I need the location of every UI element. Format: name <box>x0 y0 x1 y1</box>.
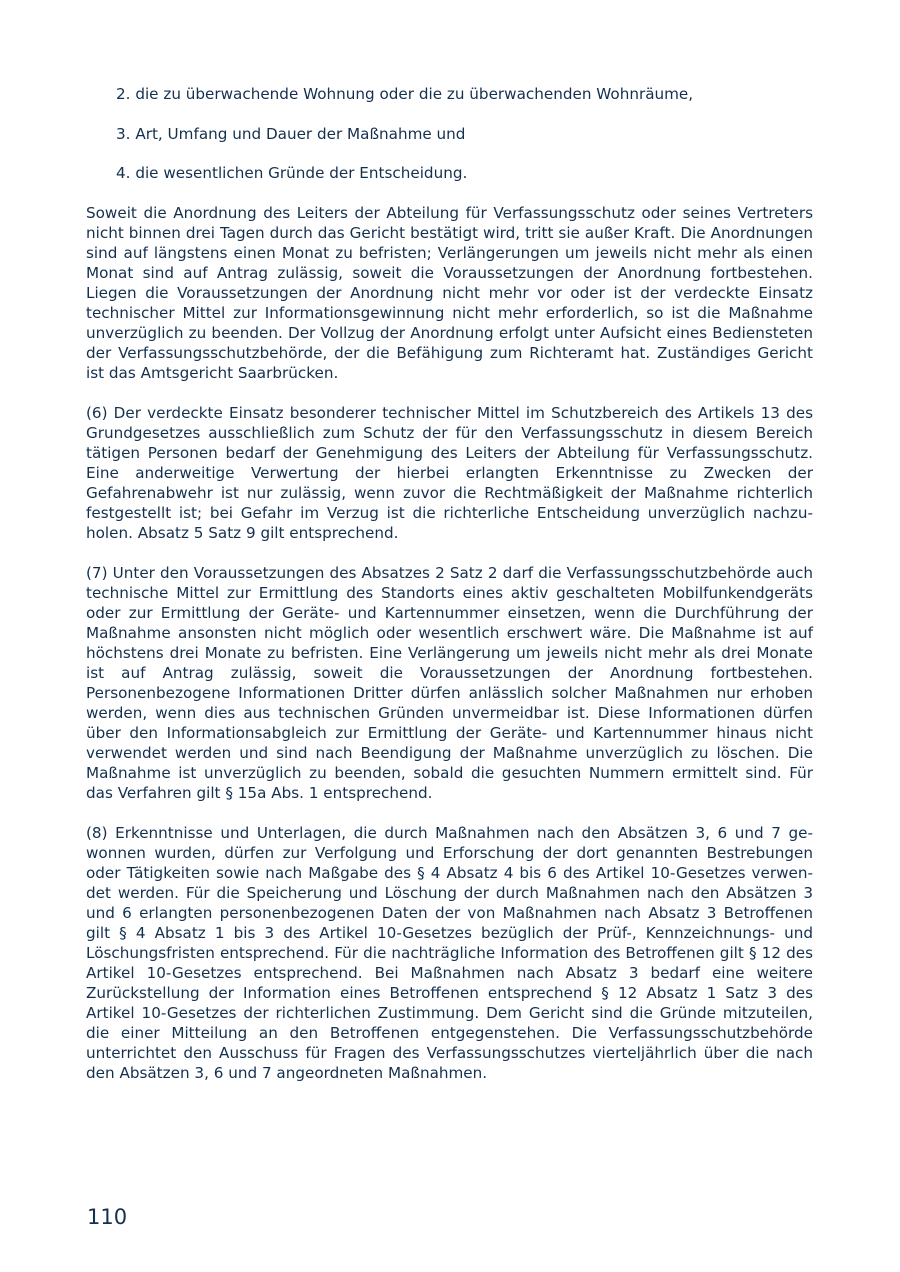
paragraph-section-6: (6) Der verdeckte Einsatz besonderer technischer Mittel im Schutzbereich des Artikels 13 des Grundgesetzes ausschließlich zum Schutz der für den Verfassungsschutz in diesem Bereich tätigen Personen bedarf der Genehmigung des Leiters der Abteilung für Verfassungsschutz. Eine anderweitige Verwertung der hierbei erlangten Erkenntnisse zu Zwecken der Gefahrenabwehr ist nur zulässig, wenn zuvor die Rechtmäßigkeit der Maßnahme richterlich festgestellt ist; bei Gefahr im Verzug ist die richterliche Entscheidung unverzüglich nachzuholen. Absatz 5 Satz 9 gilt entsprechend. <box>86 404 813 542</box>
numbered-list <box>116 84 816 203</box>
body-text <box>86 203 813 1103</box>
list-item: 4. die wesentlichen Gründe der Entscheidung. <box>116 164 468 182</box>
paragraph-continuation: Soweit die Anordnung des Leiters der Abteilung für Verfassungsschutz oder seines Vertreters nicht binnen drei Tagen durch das Gericht bestätigt wird, tritt sie außer Kraft. Die Anordnungen sind auf längstens einen Monat zu befristen; Verlängerungen um jeweils nicht mehr als einen Monat sind auf Antrag zulässig, soweit die Voraussetzungen der Anordnung fortbestehen. Liegen die Voraussetzungen der Anordnung nicht mehr vor oder ist der verdeckte Einsatz technischer Mittel zur Informationsgewinnung nicht mehr erforderlich, so ist die Maßnahme unverzüglich zu beenden. Der Vollzug der Anordnung erfolgt unter Aufsicht eines Bediensteten der Verfassungsschutzbehörde, der die Befähigung zum Richteramt hat. Zuständiges Gericht ist das Amtsgericht Saarbrücken. <box>86 204 813 382</box>
paragraph-section-7: (7) Unter den Voraussetzungen des Absatzes 2 Satz 2 darf die Verfassungsschutzbehörde auch technische Mittel zur Ermittlung des Standorts eines aktiv geschalteten Mobilfunkendgeräts oder zur Ermittlung der Geräte- und Kartennummer einsetzen, wenn die Durchführung der Maßnahme ansonsten nicht möglich oder wesentlich erschwert wäre. Die Maßnahme ist auf höchstens drei Monate zu befristen. Eine Verlängerung um jeweils nicht mehr als drei Monate ist auf Antrag zulässig, soweit die Voraussetzungen der Anordnung fortbestehen. Personenbezogene Informationen Dritter dürfen anlässlich solcher Maßnahmen nur erhoben werden, wenn dies aus technischen Gründen unvermeidbar ist. Diese Informationen dürfen über den Informationsabgleich zur Ermittlung der Geräte- und Kartennummer hinaus nicht verwendet werden und sind nach Beendigung der Maßnahme unverzüglich zu löschen. Die Maßnahme ist unverzüglich zu beenden, sobald die gesuchten Nummern ermittelt sind. Für das Verfahren gilt § 15a Abs. 1 entsprechend. <box>86 564 813 802</box>
list-item: 3. Art, Umfang und Dauer der Maßnahme und <box>116 124 466 143</box>
page-number: 110 <box>87 1205 128 1229</box>
list-item: 2. die zu überwachende Wohnung oder die zu überwachenden Wohnräume, <box>116 85 694 103</box>
paragraph-section-8: (8) Erkenntnisse und Unterlagen, die durch Maßnahmen nach den Absätzen 3, 6 und 7 gewonnen wurden, dürfen zur Verfolgung und Erforschung der dort genannten Bestrebungen oder Tätigkeiten sowie nach Maßgabe des § 4 Absatz 4 bis 6 des Artikel 10-Gesetzes verwendet werden. Für die Speicherung und Löschung der durch Maßnahmen nach den Absätzen 3 und 6 erlangten personenbezogenen Daten der von Maßnahmen nach Absatz 3 Betroffenen gilt § 4 Absatz 1 bis 3 des Artikel 10-Gesetzes bezüglich der Prüf-, Kennzeichnungs- und Löschungsfristen entsprechend. Für die nachträgliche Information des Betroffenen gilt § 12 des Artikel 10-Gesetzes entsprechend. Bei Maßnahmen nach Absatz 3 bedarf eine weitere Zurückstellung der Information eines Betroffenen entsprechend § 12 Absatz 1 Satz 3 des Artikel 10-Gesetzes der richterlichen Zustimmung. Dem Gericht sind die Gründe mitzuteilen, die einer Mitteilung an den Betroffenen entgegenstehen. Die Verfassungsschutzbehörde unterrichtet den Ausschuss für Fragen des Verfassungsschutzes vierteljährlich über die nach den Absätzen 3, 6 und 7 angeordneten Maßnahmen. <box>86 824 813 1082</box>
